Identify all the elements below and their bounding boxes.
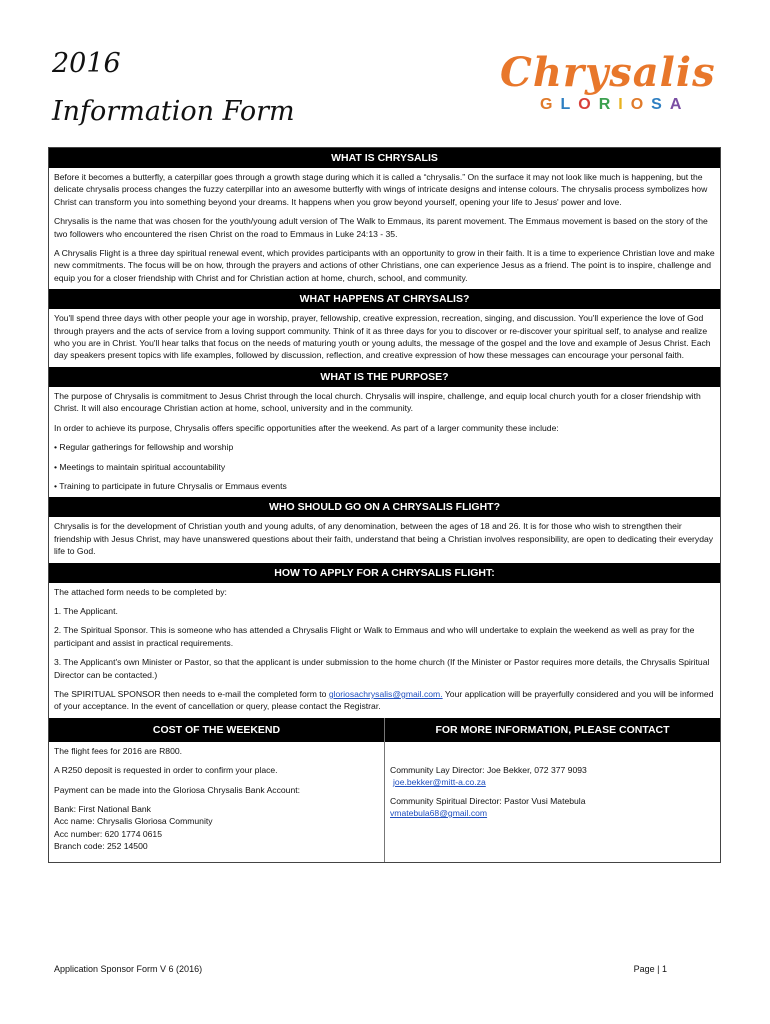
bullet-item: • Meetings to maintain spiritual accountability [54, 461, 226, 472]
paragraph: 1. The Applicant. [54, 605, 118, 616]
information-document [48, 147, 721, 863]
account-number: Acc number: 620 1774 0615 [54, 828, 162, 839]
section-heading-purpose: WHAT IS THE PURPOSE? [49, 367, 720, 387]
form-year: 2016 [52, 48, 121, 79]
lay-director: Community Lay Director: Joe Bekker, 072 377 9093 [390, 764, 587, 775]
logo-letter: I [618, 96, 631, 113]
chrysalis-logo [500, 49, 716, 132]
registrar-email-link[interactable]: gloriosachrysalis@gmail.com. [328, 688, 443, 699]
form-title: Information Form [52, 96, 295, 127]
logo-letter: A [669, 96, 690, 113]
paragraph: The flight fees for 2016 are R800. [54, 745, 183, 756]
paragraph: The attached form needs to be completed by: [54, 586, 227, 597]
logo-letter: O [578, 96, 599, 113]
section-purpose [49, 387, 720, 497]
section-heading-apply: HOW TO APPLY FOR A CHRYSALIS FLIGHT: [49, 563, 720, 583]
logo-letter: S [651, 96, 670, 113]
section-what-happens [49, 309, 720, 367]
paragraph: Chrysalis is for the development of Christian youth and young adults, of any denomination, between the ages of 18 and 26. It is for those who wish to strengthen their friendship with Jesus Christ, may have unanswered questions about their faith, understand that being a Christian involves responsibility, are open to dedicating their everyday life to God. [54, 521, 714, 557]
text: The SPIRITUAL SPONSOR then needs to e-mail the completed form to [54, 688, 329, 699]
paragraph: Chrysalis is the name that was chosen for the youth/young adult version of The Walk to Emmaus, its parent movement. The Emmaus movement is based on the story of the two followers who encountered the risen Christ on the road to Emmaus in Luke 24:13 - 35. [54, 216, 708, 239]
paragraph [54, 688, 715, 713]
contact-column [385, 742, 720, 862]
paragraph: 3. The Applicant's own Minister or Pastor, so that the applicant is under submission to the home church (If the Minister or Pastor requires more details, the Chrysalis Spiritual Director can be contacted.) [54, 657, 710, 680]
paragraph: A Chrysalis Flight is a three day spiritual renewal event, which provides participants with an opportunity to grow in their faith. It is a time to experience Christian love and make new commitments. The focus will be on how, through the prayers and actions of other Christians, one can experience Jesus as a friend. The point is to inspire, challenge and equip you for a closer friendship with Christ and for Christian action at home, church, school, and community. [54, 248, 715, 283]
bullet-item: • Regular gatherings for fellowship and worship [54, 442, 234, 453]
paragraph: A R250 deposit is requested in order to confirm your place. [54, 765, 278, 776]
logo-letter: G [540, 96, 561, 113]
footer-page-number: Page | 1 [633, 964, 667, 974]
bank-name: Bank: First National Bank [54, 804, 151, 814]
cost-contact-body-row [49, 742, 720, 862]
logo-letter: L [560, 96, 579, 113]
section-heading-what-happens: WHAT HAPPENS AT CHRYSALIS? [49, 289, 720, 309]
cost-column [49, 742, 385, 862]
paragraph: Payment can be made into the Gloriosa Chrysalis Bank Account: [54, 784, 301, 795]
paragraph: In order to achieve its purpose, Chrysalis offers specific opportunities after the weekend. As part of a larger community these include: [54, 422, 559, 433]
section-heading-who: WHO SHOULD GO ON A CHRYSALIS FLIGHT? [49, 497, 720, 517]
section-who [49, 517, 720, 562]
contact-heading: FOR MORE INFORMATION, PLEASE CONTACT [384, 718, 720, 742]
branch-code: Branch code: 252 14500 [54, 841, 148, 852]
logo-sub-text [500, 96, 690, 114]
logo-letter: O [630, 96, 652, 113]
section-apply [49, 583, 720, 718]
account-name: Acc name: Chrysalis Gloriosa Community [54, 816, 213, 827]
section-heading-what-is: WHAT IS CHRYSALIS [49, 148, 720, 168]
text: Your application will be prayerfully considered and you will be informed of your acceptance. In the event of cancellation or query, please contact the Registrar. [54, 688, 714, 712]
logo-letter: R [598, 96, 619, 113]
spiritual-director-email-link[interactable]: vmatebula68@gmail.com [390, 808, 488, 818]
cost-heading: COST OF THE WEEKEND [49, 718, 384, 742]
paragraph: You'll spend three days with other people your age in worship, prayer, fellowship, creative expression, recreation, singing, and discussion. You'll experience the love of God through prayers and the acts of service from a loving support community. Think of it as three days for you to discover or re-discover your spiritual self, to analyse and realize who you are in Christ. You'll hear talks that focus on the needs of maturing youth or young adults, the message of the gospel and the love and example of Jesus Christ. Each day speakers present topics with life examples, followed by discussion, reflection, and creative expression of how these messages can encourage your personal faith. [54, 313, 711, 361]
logo-main-text: Chrysalis [500, 49, 716, 96]
paragraph: Before it becomes a butterfly, a caterpillar goes through a growth stage during which it is called a “chrysalis.” On the surface it may not look like much is happening, but the delicate chrysalis process changes the fuzzy caterpillar into an awesome butterfly with wings of intricate designs and intense colours. The chrysalis process symbolizes how Christ can transform you into something beyond your dreams. It happens when you grow beyond yourself, opening your life to Jesus' power and love. [54, 172, 708, 207]
cost-contact-header-row [49, 718, 720, 742]
spiritual-director: Community Spiritual Director: Pastor Vusi Matebula [390, 795, 586, 806]
footer-form-version: Application Sponsor Form V 6 (2016) [54, 964, 203, 974]
bank-details [54, 803, 379, 853]
paragraph: 2. The Spiritual Sponsor. This is someone who has attended a Chrysalis Flight or Walk to Emmaus and who will undertake to explain the weekend as well as pray for the participant and assist in practical requirements. [54, 625, 695, 648]
section-what-is [49, 168, 720, 289]
paragraph: The purpose of Chrysalis is commitment to Jesus Christ through the local church. Chrysalis will inspire, challenge, and equip local church youth for a closer friendship with Christ. It will also encourage Christian action at home, school, university and in the community. [54, 390, 701, 414]
bullet-item: • Training to participate in future Chrysalis or Emmaus events [54, 480, 287, 491]
lay-director-email-link[interactable]: joe.bekker@mitt-a.co.za [393, 777, 486, 788]
